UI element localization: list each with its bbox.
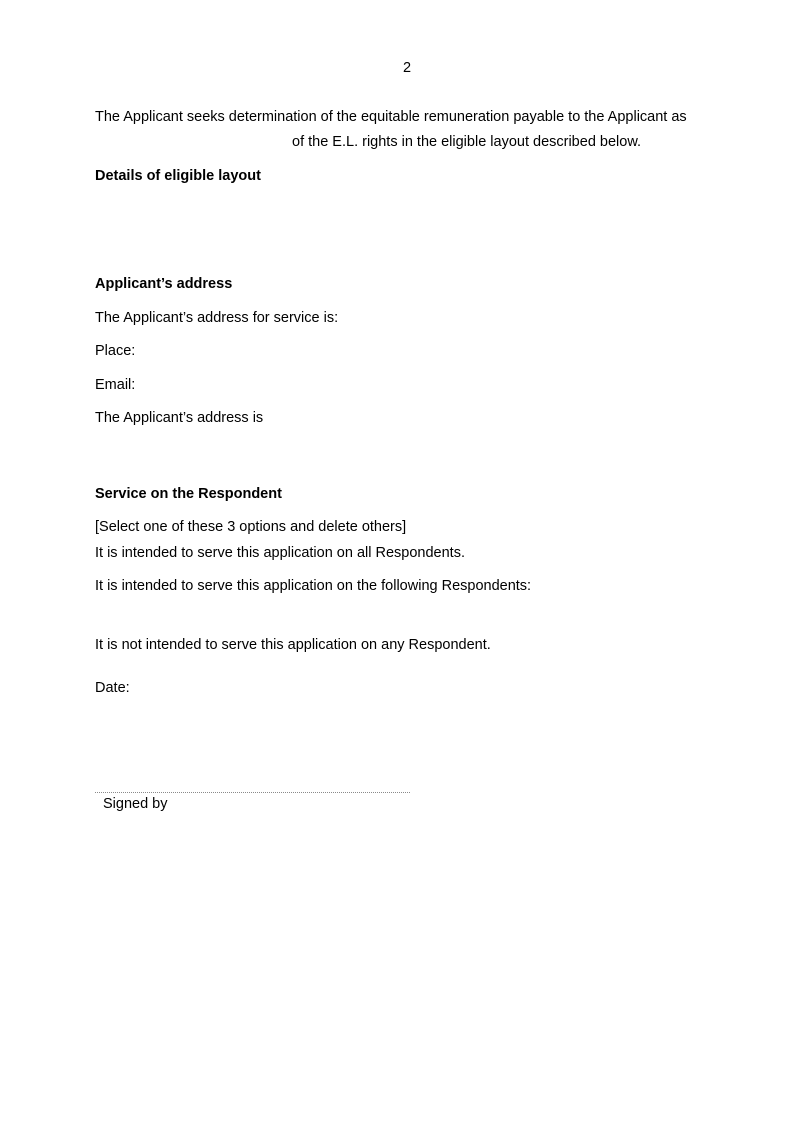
intro-line-1: The Applicant seeks determination of the equitable remuneration payable to the Applicant as — [95, 109, 687, 125]
page-number: 2 — [403, 60, 412, 76]
service-heading: Service on the Respondent — [95, 486, 282, 502]
service-instruction: [Select one of these 3 options and delete others] — [95, 519, 407, 535]
service-option-none: It is not intended to serve this application on any Respondent. — [95, 637, 491, 653]
signature-line — [95, 792, 410, 793]
intro-line-2: of the E.L. rights in the eligible layout described below. — [292, 134, 642, 150]
service-option-all: It is intended to serve this application on all Respondents. — [95, 545, 465, 561]
address-heading: Applicant’s address — [95, 276, 233, 292]
date-label: Date: — [95, 680, 130, 696]
service-option-following: It is intended to serve this application on the following Respondents: — [95, 578, 532, 594]
address-service-line: The Applicant’s address for service is: — [95, 310, 339, 326]
applicant-address-line: The Applicant’s address is — [95, 410, 264, 426]
signed-by-label: Signed by — [103, 796, 168, 812]
place-label: Place: — [95, 343, 136, 359]
email-label: Email: — [95, 377, 136, 393]
eligible-layout-heading: Details of eligible layout — [95, 168, 261, 184]
